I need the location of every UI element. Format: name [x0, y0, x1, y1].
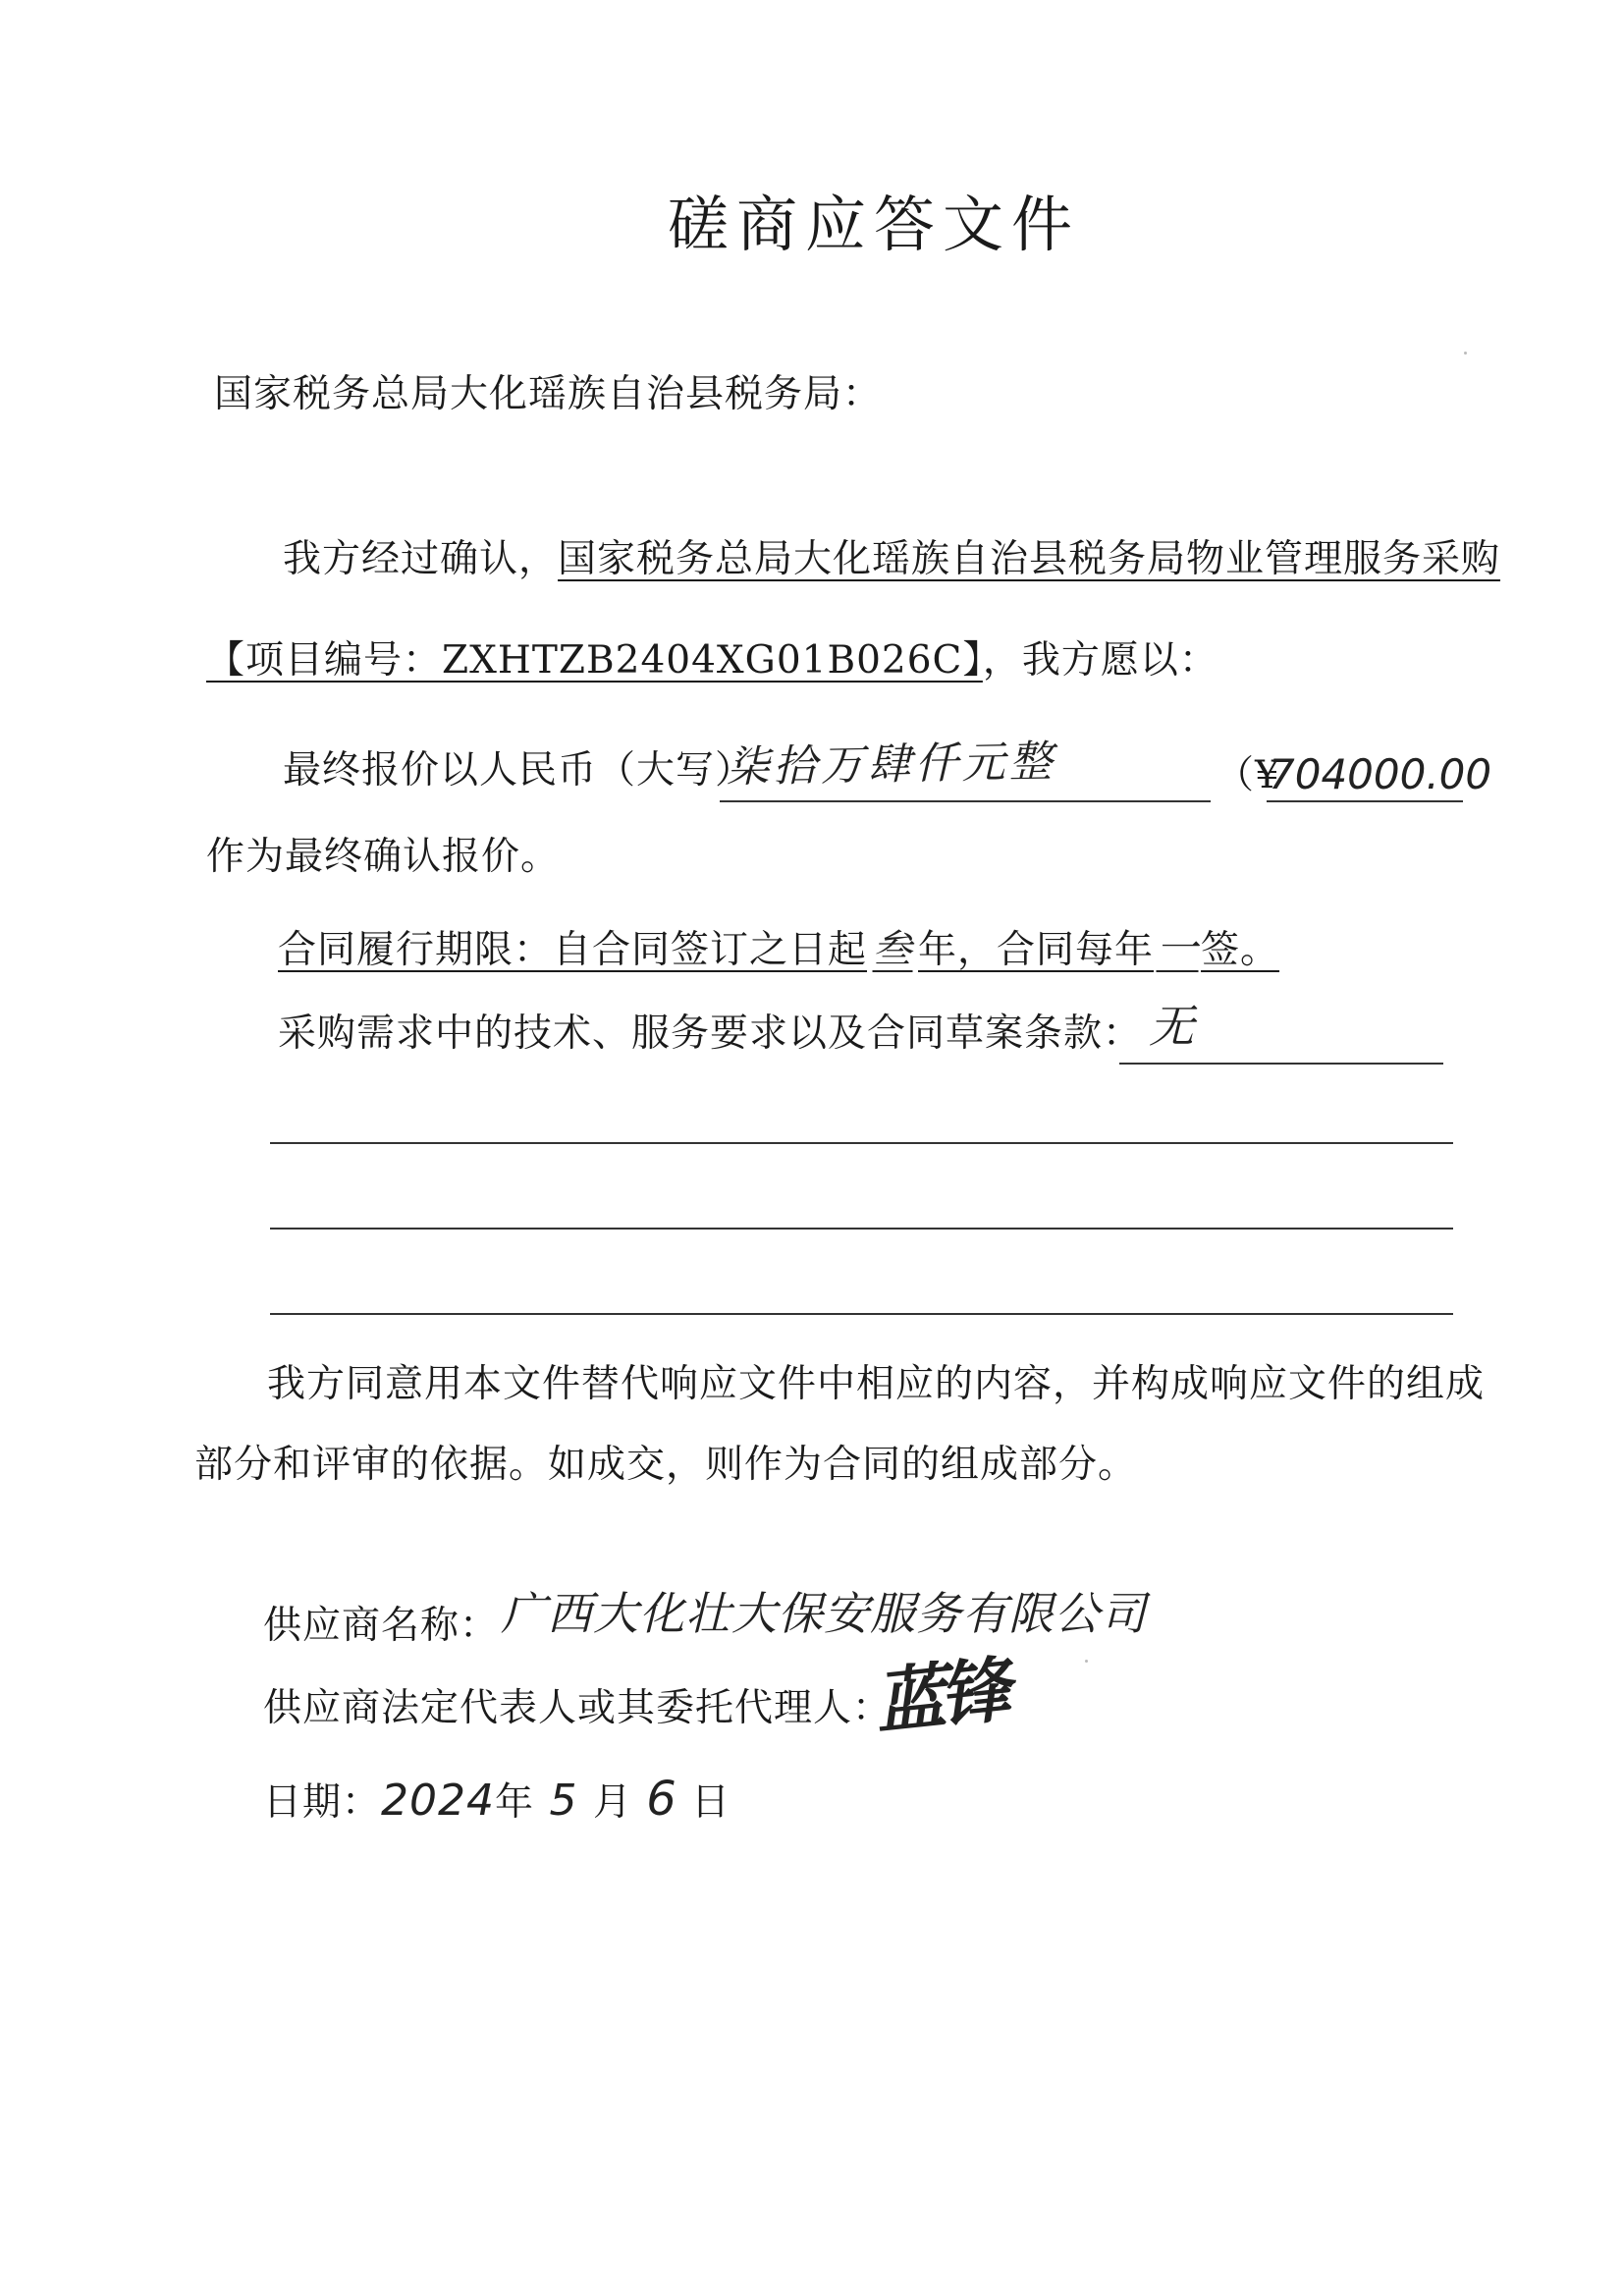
supplier-label: 供应商名称：	[263, 1604, 500, 1648]
price-words-underline	[720, 800, 1211, 802]
price-suffix: 作为最终确认报价。	[206, 835, 561, 879]
blank-line-2	[270, 1228, 1453, 1230]
supplier-name: 广西大化壮大保安服务有限公司	[501, 1587, 1147, 1640]
price-amount-words: 柒拾万肆仟元整	[726, 737, 1057, 793]
contract-term-prefix: 合同履行期限：自合同签订之日起	[278, 928, 868, 972]
requirements-value: 无	[1149, 1000, 1194, 1053]
contract-term-line	[278, 924, 1280, 972]
rep-signature: 蓝锋	[870, 1648, 1008, 1744]
confirm-line-1	[283, 537, 1501, 581]
project-number	[206, 638, 983, 683]
agreement-line-2: 部分和评审的依据。如成交，则作为合同的组成部分。	[194, 1443, 1138, 1487]
contract-term-suffix: 签。	[1201, 928, 1280, 972]
requirements-label: 采购需求中的技术、服务要求以及合同草案条款：	[278, 1011, 1143, 1056]
blank-line-3	[270, 1313, 1453, 1315]
project-number-text: 【项目编号：ZXHTZB2404XG01B026C】	[206, 638, 983, 683]
contract-term-years: 叁	[872, 927, 913, 972]
document-title: 磋商应答文件	[668, 189, 1081, 260]
scan-speck	[1464, 352, 1467, 355]
date-line	[263, 1772, 731, 1827]
scan-speck	[1085, 1660, 1088, 1663]
date-month-char: 月	[593, 1780, 633, 1825]
date-day-char: 日	[691, 1780, 731, 1825]
date-year-char: 年	[495, 1780, 535, 1825]
price-symbol: （¥	[1216, 753, 1280, 797]
confirm-line-2	[206, 638, 1218, 683]
contract-term-middle: 年，合同每年	[918, 928, 1155, 972]
date-month: 5	[549, 1776, 578, 1826]
contract-term-renew: 一	[1156, 924, 1199, 972]
confirm-intro: 我方经过确认，	[283, 537, 559, 581]
rep-label: 供应商法定代表人或其委托代理人：	[263, 1686, 893, 1730]
price-amount-digits: 704000.00	[1269, 750, 1492, 798]
date-label: 日期：	[263, 1780, 382, 1825]
addressee: 国家税务总局大化瑶族自治县税务局：	[214, 372, 883, 416]
price-digits-underline	[1267, 800, 1463, 802]
date-day: 6	[646, 1772, 677, 1827]
date-year: 2024	[381, 1776, 495, 1826]
agreement-line-1: 我方同意用本文件替代响应文件中相应的内容，并构成响应文件的组成	[267, 1362, 1486, 1406]
confirm-suffix: ，我方愿以：	[982, 638, 1218, 683]
project-name: 国家税务总局大化瑶族自治县税务局物业管理服务采购	[558, 537, 1501, 581]
blank-line-1	[270, 1142, 1453, 1144]
requirements-underline	[1119, 1063, 1443, 1065]
price-label: 最终报价以人民币（大写）	[283, 748, 755, 793]
